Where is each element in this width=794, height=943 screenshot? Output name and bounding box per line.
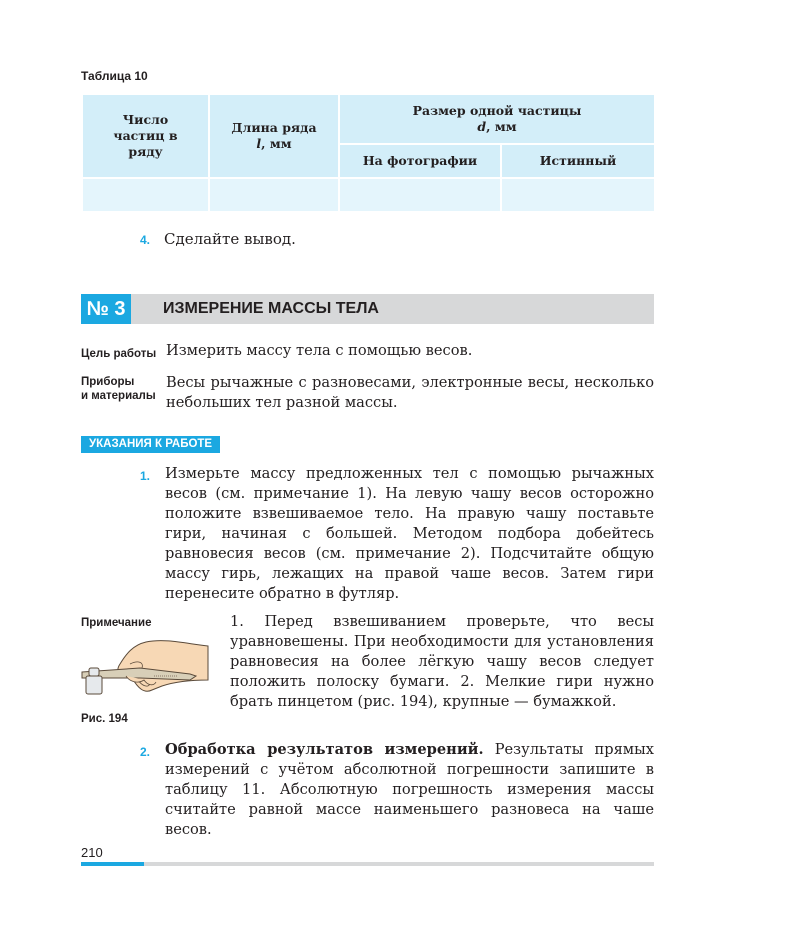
header-row-length-unit: , мм [261, 136, 292, 151]
step-number: 4. [140, 233, 151, 247]
step-1 [140, 464, 654, 604]
equipment-label-line2: и материалы [81, 390, 156, 402]
data-table-10 [81, 93, 656, 213]
header-particle-size-label: Размер одной частицы [412, 103, 582, 118]
section-header [81, 294, 654, 324]
goal-text: Измерить массу тела с помощью весов. [166, 342, 473, 359]
equipment-label [81, 375, 156, 403]
table-caption: Таблица 10 [81, 69, 148, 83]
goal-label: Цель работы [81, 348, 157, 360]
header-row-length-label: Длина ряда [231, 120, 317, 135]
equipment-label-line1: Приборы [81, 376, 135, 388]
header-particle-size-var: d [477, 119, 487, 134]
step-number: 1. [140, 469, 151, 483]
table-cell [501, 178, 655, 212]
table-cell [82, 178, 209, 212]
step-4 [140, 229, 296, 250]
header-particle-count: Число частиц в ряду [82, 94, 209, 178]
table-row [82, 178, 655, 212]
header-particle-size-unit: , мм [486, 119, 517, 134]
instructions-badge: УКАЗАНИЯ К РАБОТЕ [81, 436, 220, 453]
section-title: ИЗМЕРЕНИЕ МАССЫ ТЕЛА [163, 300, 379, 317]
equipment-text: Весы рычажные с разновесами, электронные весы, несколько небольших тел разной массы. [166, 374, 654, 411]
step-lead: Обработка результатов измерений. [165, 741, 484, 758]
header-row-length-var: l [256, 136, 262, 151]
figure-caption: Рис. 194 [81, 713, 128, 725]
table-cell [209, 178, 339, 212]
header-particle-size [339, 94, 655, 144]
page-number: 210 [81, 845, 103, 860]
table-cell [339, 178, 501, 212]
step-text: Сделайте вывод. [164, 230, 296, 248]
note-text: 1. Перед взвешиванием проверьте, что весы уравновешены. При необходимости для установления равновесия на более лёгкую чашу весов следует положить полоску бумаги. 2. Мелкие гири нужно брать пинцетом (рис. 194), крупные — бумажкой. [230, 613, 654, 710]
header-on-photo: На фотографии [339, 144, 501, 178]
tweezers-hand-icon [78, 636, 210, 706]
step-text: Измерьте массу предложенных тел с помощью рычажных весов (см. примечание 1). На левую чашу весов осторожно положите взвешиваемое тело. На правую чашу поставьте гири, начиная с большей. Методом подбора добейтесь равновесия весов (см. примечание 2). Подсчитайте общую массу гирь, лежащих на правой чаше весов. Затем гири перенесите обратно в футляр. [165, 465, 654, 602]
header-row-length [209, 94, 339, 178]
step-text-rest: Результаты прямых измерений с учётом абсолютной погрешности запишите в таблицу 11. Абсолютную погрешность измерения массы считайте равной массе наименьшего разновеса на чаше весов. [165, 741, 654, 838]
step-number: 2. [140, 745, 151, 759]
section-number: № 3 [81, 294, 131, 324]
header-true: Истинный [501, 144, 655, 178]
step-2 [140, 740, 654, 840]
footer-rule [81, 862, 654, 866]
step-text [165, 740, 654, 840]
note-label: Примечание [81, 617, 152, 629]
footer-rule-accent [81, 862, 144, 866]
